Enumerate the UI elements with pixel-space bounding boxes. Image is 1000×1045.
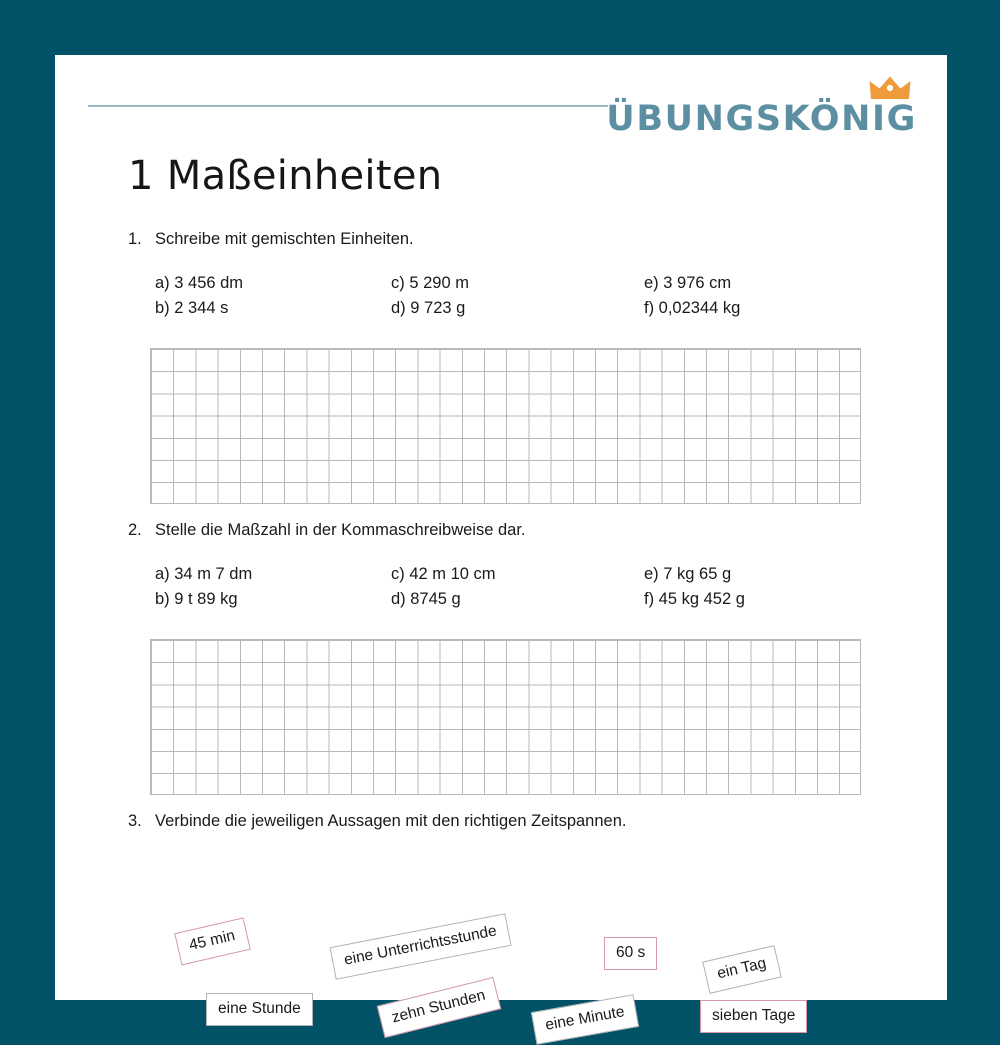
exercise-2-item-c: c) 42 m 10 cm (391, 565, 496, 583)
matching-card-label: eine Minute (543, 1003, 626, 1034)
matching-card[interactable] (174, 917, 250, 965)
brand-logo (607, 75, 917, 137)
exercise-1 (128, 230, 938, 317)
matching-card-label: 60 s (616, 944, 646, 961)
exercise-2-heading (128, 521, 938, 540)
exercise-2-column-3 (644, 562, 745, 612)
exercise-1-item-e: e) 3 976 cm (644, 274, 732, 292)
exercise-1-column-3 (644, 271, 740, 321)
exercise-1-column-2 (391, 271, 469, 321)
exercise-1-item-c: c) 5 290 m (391, 274, 469, 292)
matching-card[interactable] (330, 913, 512, 979)
matching-card[interactable] (206, 993, 313, 1026)
matching-card-label: ein Tag (715, 954, 768, 983)
header-divider (88, 105, 608, 107)
exercise-1-item-a: a) 3 456 dm (155, 274, 244, 292)
exercise-1-column-1 (155, 271, 243, 321)
exercise-2-item-a: a) 34 m 7 dm (155, 565, 253, 583)
exercise-3 (128, 812, 938, 831)
matching-card[interactable] (531, 994, 639, 1044)
matching-card-area (55, 875, 947, 1034)
exercise-1-instruction: Schreibe mit gemischten Einheiten. (155, 230, 414, 248)
matching-card[interactable] (700, 1000, 807, 1033)
exercise-3-number: 3. (128, 812, 142, 830)
matching-card-label: eine Stunde (218, 1000, 301, 1017)
exercise-2-column-2 (391, 562, 496, 612)
matching-card[interactable] (702, 945, 781, 994)
matching-card[interactable] (377, 977, 501, 1038)
exercise-1-item-b: b) 2 344 s (155, 299, 229, 317)
page-title: 1 Maßeinheiten (128, 153, 443, 199)
exercise-2 (128, 521, 938, 608)
exercise-2-instruction: Stelle die Maßzahl in der Kommaschreibweise dar. (155, 521, 526, 539)
brand-logo-text: ÜBUNGSKÖNIG (606, 99, 917, 139)
exercise-2-item-b: b) 9 t 89 kg (155, 590, 238, 608)
exercise-2-item-f: f) 45 kg 452 g (644, 590, 745, 608)
matching-card-label: zehn Stunden (390, 986, 488, 1027)
page-header (55, 55, 947, 150)
exercise-1-heading (128, 230, 938, 249)
exercise-1-answer-grid[interactable] (150, 348, 861, 504)
exercise-2-answer-grid[interactable] (150, 639, 861, 795)
worksheet-page (55, 55, 947, 1034)
exercise-2-number: 2. (128, 521, 142, 539)
matching-card-label: eine Unterrichtsstunde (342, 922, 499, 969)
exercise-3-heading (128, 812, 938, 831)
exercise-1-number: 1. (128, 230, 142, 248)
exercise-1-item-f: f) 0,02344 kg (644, 299, 741, 317)
exercise-2-item-d: d) 8745 g (391, 590, 461, 608)
exercise-1-item-d: d) 9 723 g (391, 299, 466, 317)
exercise-3-instruction: Verbinde die jeweiligen Aussagen mit den richtigen Zeitspannen. (155, 812, 627, 830)
exercise-2-column-1 (155, 562, 252, 612)
matching-card-label: sieben Tage (712, 1007, 796, 1024)
exercise-2-item-e: e) 7 kg 65 g (644, 565, 732, 583)
matching-card-label: 45 min (187, 927, 237, 955)
matching-card[interactable] (604, 937, 657, 970)
